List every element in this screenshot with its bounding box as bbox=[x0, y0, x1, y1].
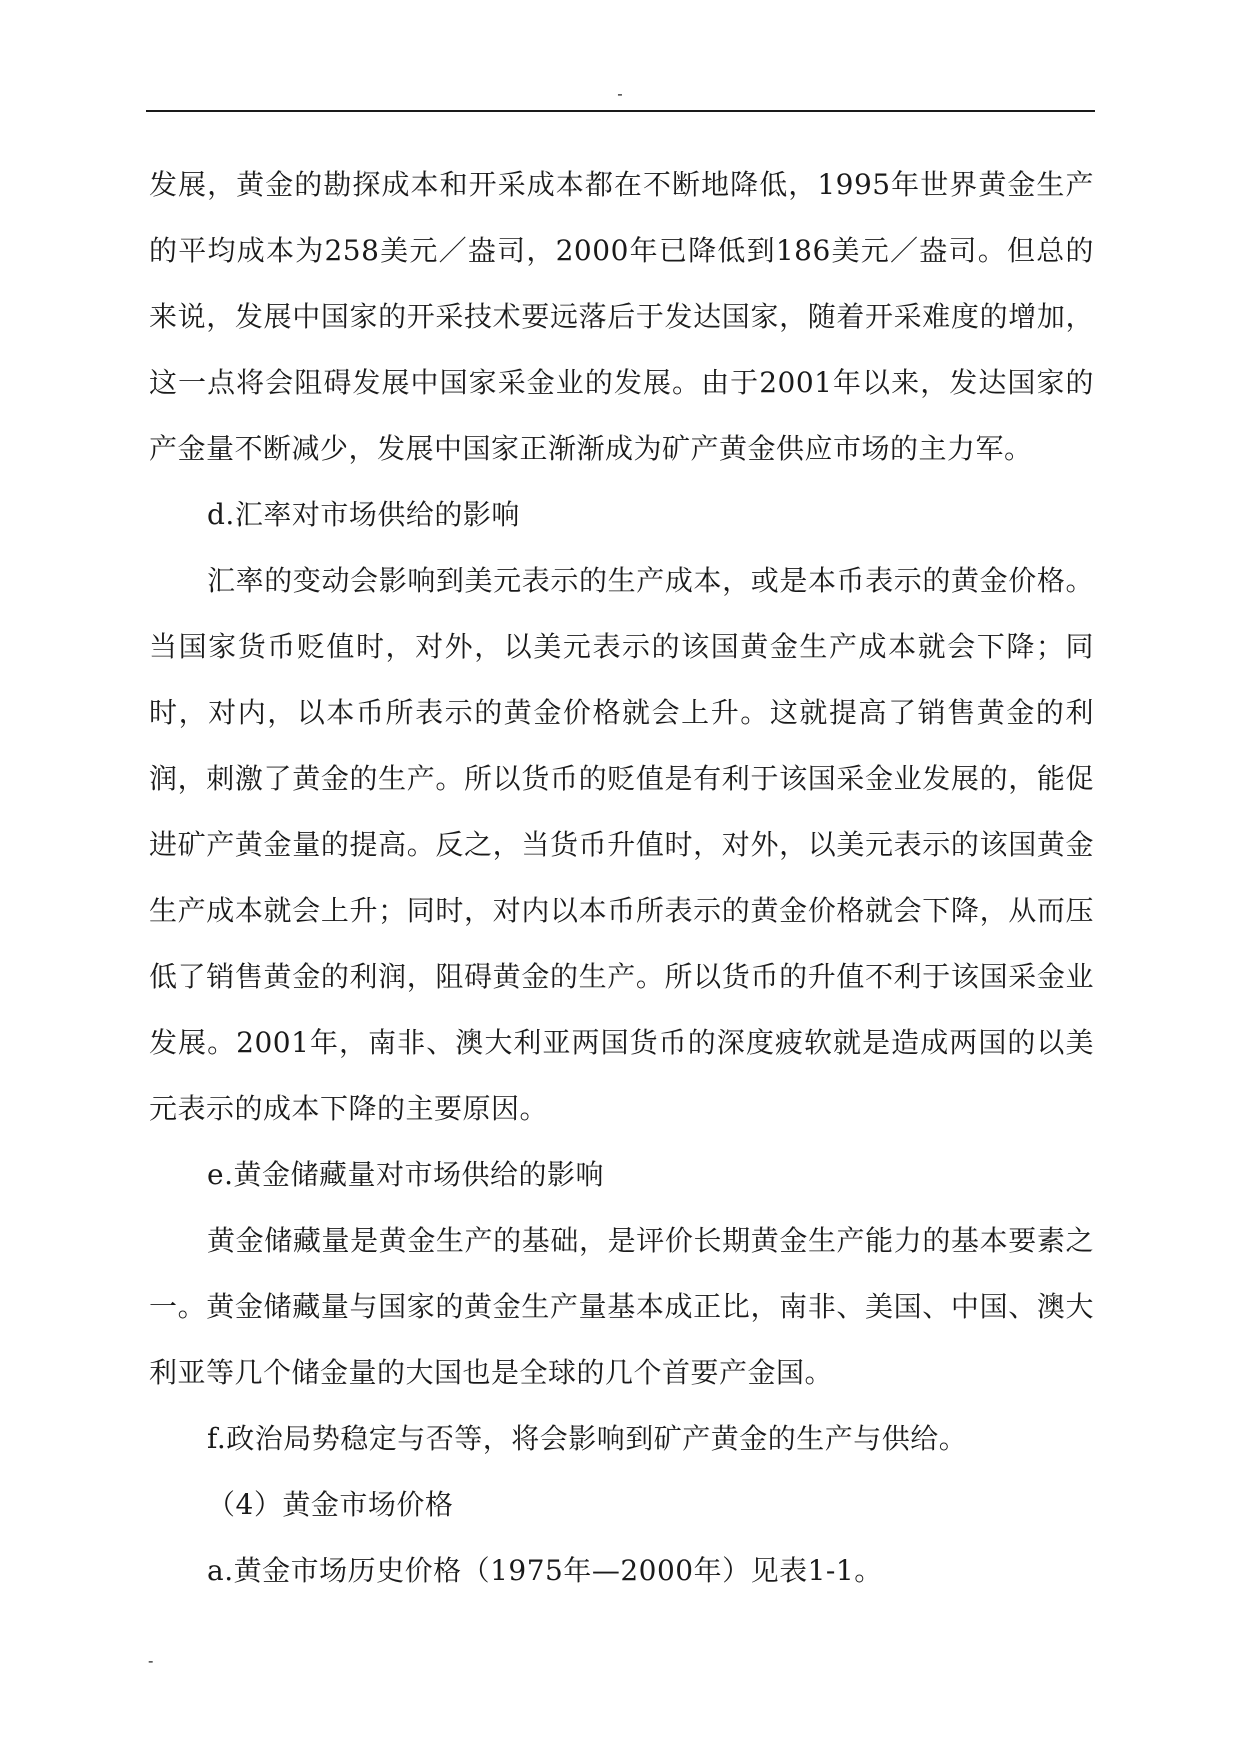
document-body bbox=[149, 152, 1094, 1604]
header-mark: - bbox=[617, 84, 623, 103]
footer-mark: - bbox=[148, 1651, 154, 1670]
section-heading-4: （4）黄金市场价格 bbox=[207, 1488, 454, 1521]
section-heading-f: f.政治局势稳定与否等，将会影响到矿产黄金的生产与供给。 bbox=[207, 1422, 968, 1455]
section-heading-e: e.黄金储藏量对市场供给的影响 bbox=[207, 1158, 604, 1191]
paragraph-reserves: 黄金储藏量是黄金生产的基础，是评价长期黄金生产能力的基本要素之一。黄金储藏量与国家的黄金生产量基本成正比，南非、美国、中国、澳大利亚等几个储金量的大国也是全球的几个首要产金国。 bbox=[149, 1224, 1094, 1389]
paragraph-exchange-rate: 汇率的变动会影响到美元表示的生产成本，或是本币表示的黄金价格。当国家货币贬值时，对外，以美元表示的该国黄金生产成本就会下降；同时，对内，以本币所表示的黄金价格就会上升。这就提高了销售黄金的利润，刺激了黄金的生产。所以货币的贬值是有利于该国采金业发展的，能促进矿产黄金量的提高。反之，当货币升值时，对外，以美元表示的该国黄金生产成本就会上升；同时，对内以本币所表示的黄金价格就会下降，从而压低了销售黄金的利润，阻碍黄金的生产。所以货币的升值不利于该国采金业发展。2001年，南非、澳大利亚两国货币的深度疲软就是造成两国的以美元表示的成本下降的主要原因。 bbox=[149, 564, 1094, 1125]
paragraph-1: 发展，黄金的勘探成本和开采成本都在不断地降低，1995年世界黄金生产的平均成本为258美元／盎司，2000年已降低到186美元／盎司。但总的来说，发展中国家的开采技术要远落后于发达国家，随着开采难度的增加，这一点将会阻碍发展中国家采金业的发展。由于2001年以来，发达国家的产金量不断减少，发展中国家正渐渐成为矿产黄金供应市场的主力军。 bbox=[149, 168, 1094, 465]
section-heading-d: d.汇率对市场供给的影响 bbox=[207, 498, 520, 531]
header-rule bbox=[146, 110, 1095, 112]
section-heading-a: a.黄金市场历史价格（1975年—2000年）见表1-1。 bbox=[207, 1554, 883, 1587]
